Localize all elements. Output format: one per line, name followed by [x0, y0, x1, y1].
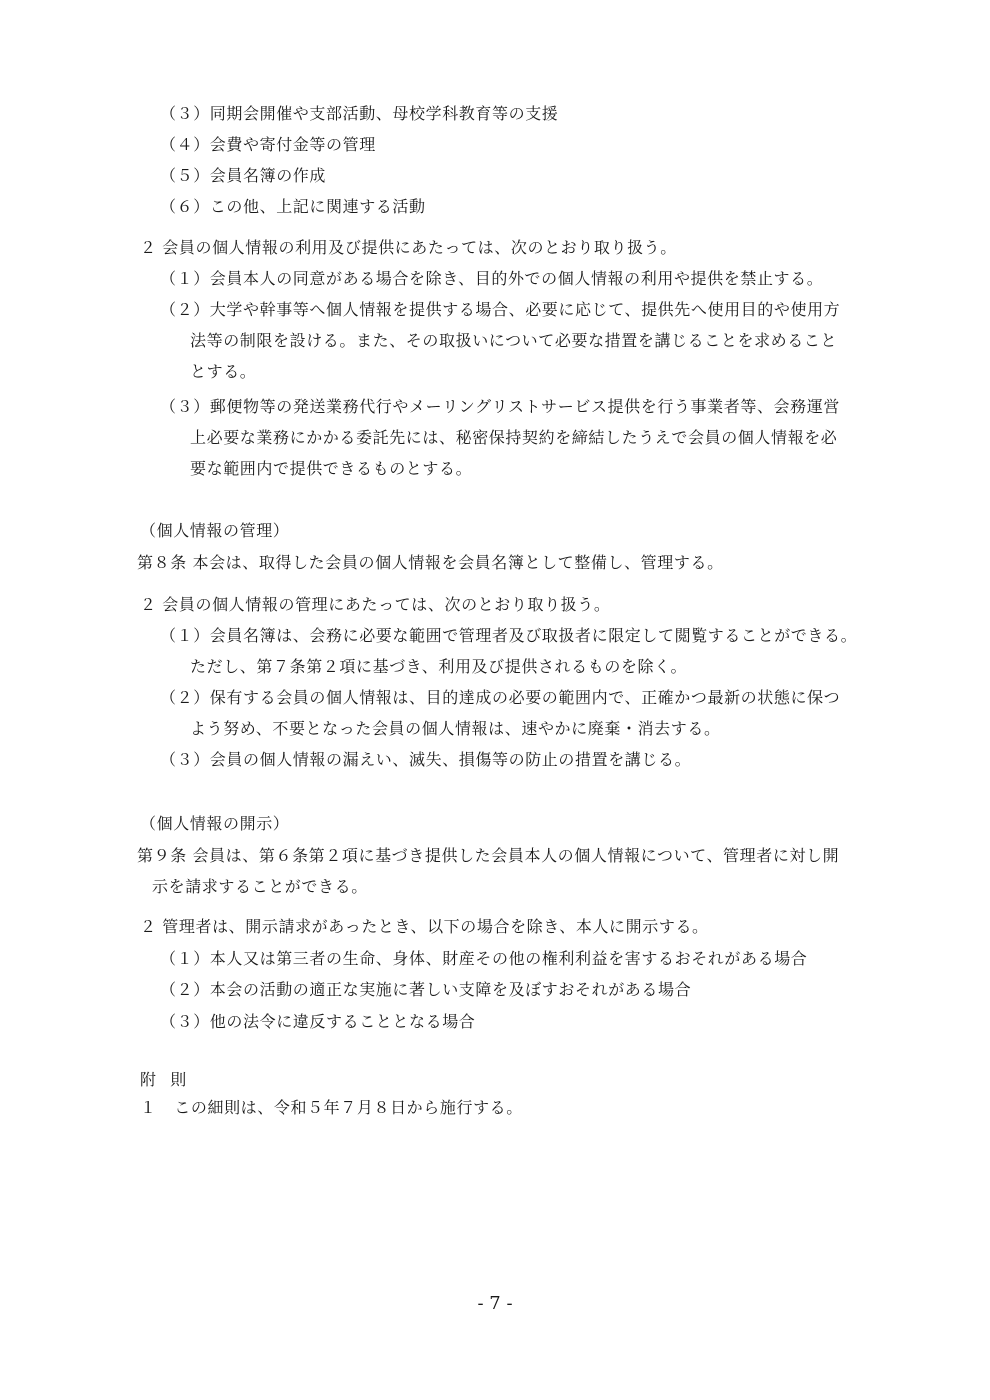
list-item: （２）大学や幹事等へ個人情報を提供する場合、必要に応じて、提供先へ使用目的や使用方: [160, 300, 841, 319]
list-item: （１）会員本人の同意がある場合を除き、目的外での個人情報の利用や提供を禁止する。: [160, 269, 824, 288]
list-item: （３）同期会開催や支部活動、母校学科教育等の支援: [160, 104, 559, 123]
list-item-continuation: 要な範囲内で提供できるものとする。: [190, 459, 473, 478]
list-item-continuation: とする。: [190, 362, 257, 381]
page-number: - 7 -: [477, 1293, 513, 1314]
article-paragraph-continuation: 示を請求することができる。: [152, 877, 368, 896]
section-heading: （個人情報の開示）: [140, 814, 290, 833]
list-item: （５）会員名簿の作成: [160, 166, 327, 185]
list-item: （４）会費や寄付金等の管理: [160, 135, 376, 154]
list-item: （１）本人又は第三者の生命、身体、財産その他の権利利益を害するおそれがある場合: [160, 949, 808, 968]
list-item: （３）会員の個人情報の漏えい、滅失、損傷等の防止の措置を講じる。: [160, 750, 692, 769]
list-item: （６）この他、上記に関連する活動: [160, 197, 426, 216]
list-item: （１）会員名簿は、会務に必要な範囲で管理者及び取扱者に限定して閲覧することができる。: [160, 626, 858, 645]
list-item: （２）本会の活動の適正な実施に著しい支障を及ぼすおそれがある場合: [160, 980, 692, 999]
supplementary-item: １ この細則は、令和５年７月８日から施行する。: [140, 1098, 523, 1117]
list-item-continuation: よう努め、不要となった会員の個人情報は、速やかに廃棄・消去する。: [190, 719, 721, 738]
clause-paragraph: ２ 管理者は、開示請求があったとき、以下の場合を除き、本人に開示する。: [140, 917, 709, 936]
clause-paragraph: ２ 会員の個人情報の利用及び提供にあたっては、次のとおり取り扱う。: [140, 238, 677, 257]
supplementary-heading: 附 則: [140, 1070, 187, 1089]
list-item: （２）保有する会員の個人情報は、目的達成の必要の範囲内で、正確かつ最新の状態に保つ: [160, 688, 841, 707]
clause-paragraph: ２ 会員の個人情報の管理にあたっては、次のとおり取り扱う。: [140, 595, 611, 614]
list-item: （３）他の法令に違反することとなる場合: [160, 1012, 476, 1031]
article-paragraph: 第９条 会員は、第６条第２項に基づき提供した会員本人の個人情報について、管理者に対し開: [137, 846, 840, 865]
list-item-continuation: 上必要な業務にかかる委託先には、秘密保持契約を締結したうえで会員の個人情報を必: [190, 428, 838, 447]
section-heading: （個人情報の管理）: [140, 521, 290, 540]
list-item: （３）郵便物等の発送業務代行やメーリングリストサービス提供を行う事業者等、会務運営: [160, 397, 840, 416]
article-paragraph: 第８条 本会は、取得した会員の個人情報を会員名簿として整備し、管理する。: [137, 553, 724, 572]
list-item-continuation: ただし、第７条第２項に基づき、利用及び提供されるものを除く。: [190, 657, 688, 676]
list-item-continuation: 法等の制限を設ける。また、その取扱いについて必要な措置を講じることを求めること: [190, 331, 838, 350]
